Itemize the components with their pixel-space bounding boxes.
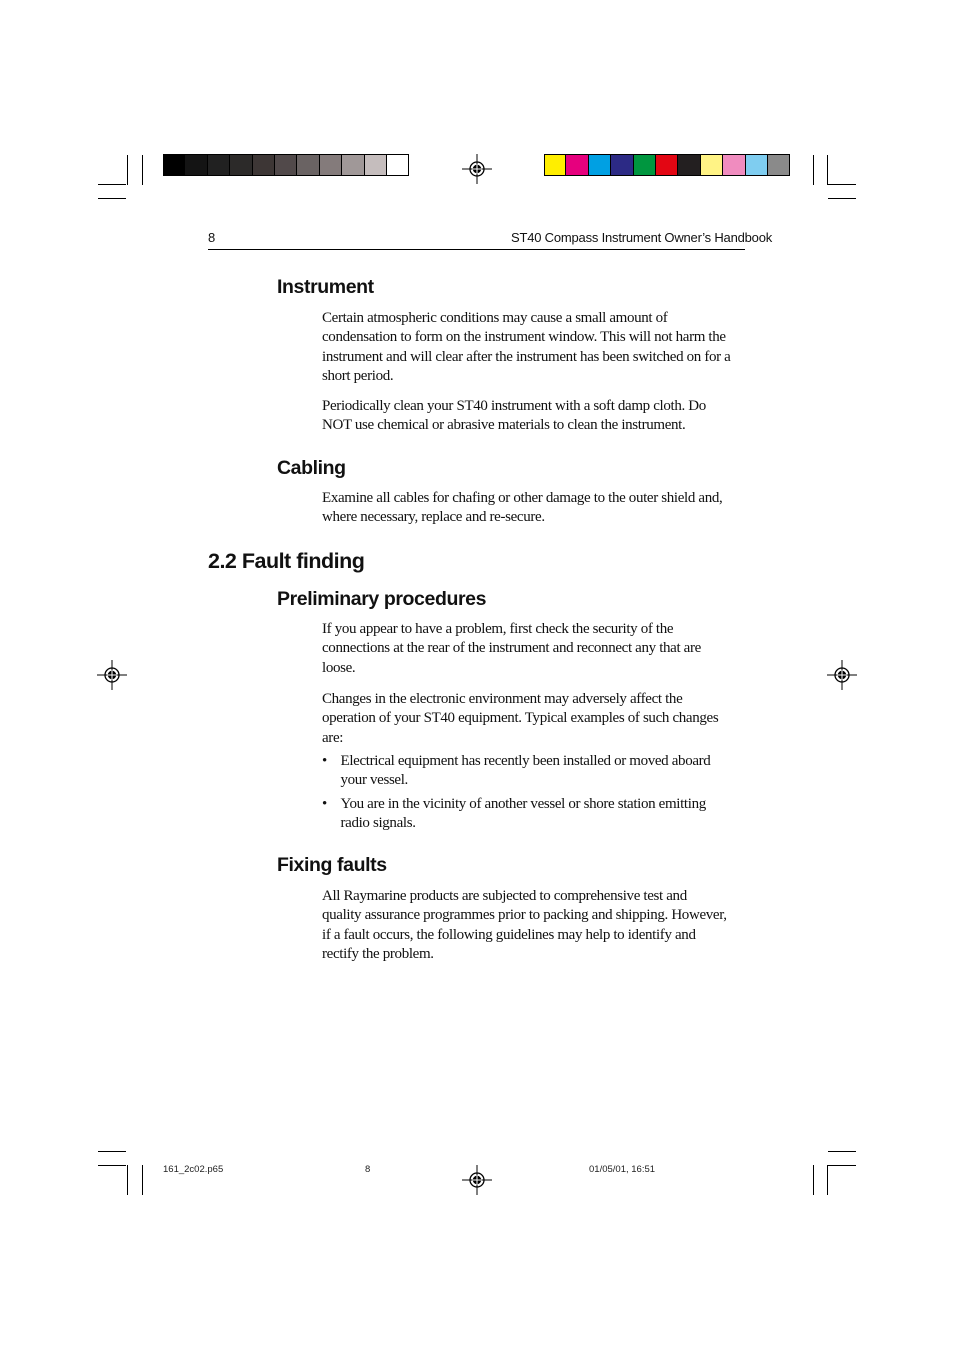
color-swatch <box>387 154 409 176</box>
slug-datetime: 01/05/01, 16:51 <box>589 1164 656 1175</box>
grayscale-color-bar <box>163 154 409 176</box>
color-swatch <box>656 154 678 176</box>
crop-mark <box>98 1151 126 1152</box>
crop-mark <box>98 184 126 185</box>
bullet-icon: • <box>322 796 327 812</box>
paragraph: Certain atmospheric conditions may cause a small amount of condensation to form on the instrument window. This will not harm the instrument and will clear after the instrument has been switched on for a short period. <box>322 310 731 384</box>
registration-mark-icon <box>827 660 857 690</box>
crop-mark <box>142 155 143 185</box>
running-title: ST40 Compass Instrument Owner’s Handbook <box>511 230 773 245</box>
crop-mark <box>142 1165 143 1195</box>
crop-mark <box>828 1165 856 1166</box>
crop-mark <box>828 1151 856 1152</box>
slug-filename: 161_2c02.p65 <box>163 1164 224 1175</box>
crop-mark <box>98 198 126 199</box>
color-swatch <box>589 154 611 176</box>
color-swatch <box>746 154 768 176</box>
paragraph: Examine all cables for chafing or other damage to the outer shield and, where necessary, replace and re-secure. <box>322 490 723 526</box>
bullet-icon: • <box>322 753 327 769</box>
color-swatch <box>701 154 723 176</box>
heading-fixing-faults: Fixing faults <box>277 854 387 876</box>
color-swatch <box>230 154 252 176</box>
color-swatch <box>365 154 387 176</box>
heading-fault-finding: 2.2 Fault finding <box>208 549 365 573</box>
heading-cabling: Cabling <box>277 457 346 479</box>
paragraph: All Raymarine products are subjected to comprehensive test and quality assurance programmes prior to packing and shipping. However, if a fault occurs, the following guidelines may help to identify and rectify the problem. <box>322 888 727 962</box>
color-swatch <box>163 154 185 176</box>
paragraph: If you appear to have a problem, first check the security of the connections at the rear of the instrument and reconnect any that are loose. <box>322 621 701 676</box>
crop-mark <box>98 1165 126 1166</box>
paragraph: Changes in the electronic environment may adversely affect the operation of your ST40 equipment. Typical examples of such changes are: <box>322 691 719 746</box>
crop-mark <box>827 1165 828 1195</box>
color-swatch <box>320 154 342 176</box>
heading-instrument: Instrument <box>277 276 374 298</box>
color-swatch <box>253 154 275 176</box>
page-number: 8 <box>208 230 216 245</box>
registration-mark-icon <box>462 1165 492 1195</box>
color-swatch <box>566 154 588 176</box>
registration-mark-icon <box>462 154 492 184</box>
color-swatch <box>611 154 633 176</box>
color-swatch <box>544 154 566 176</box>
crop-mark <box>813 155 814 185</box>
crop-mark <box>813 1165 814 1195</box>
color-swatch <box>275 154 297 176</box>
crop-mark <box>828 198 856 199</box>
header-rule <box>208 249 745 250</box>
crop-mark <box>827 155 828 185</box>
color-swatch <box>185 154 207 176</box>
color-swatch <box>723 154 745 176</box>
crop-mark <box>127 1165 128 1195</box>
paragraph: Periodically clean your ST40 instrument with a soft damp cloth. Do NOT use chemical or abrasive materials to clean the instrument. <box>322 398 706 434</box>
color-swatch <box>678 154 700 176</box>
heading-preliminary-procedures: Preliminary procedures <box>277 588 487 610</box>
color-swatch <box>208 154 230 176</box>
slug-page: 8 <box>365 1164 371 1175</box>
color-swatch <box>768 154 790 176</box>
registration-mark-icon <box>97 660 127 690</box>
color-swatch <box>297 154 319 176</box>
process-color-bar <box>544 154 790 176</box>
crop-mark <box>828 184 856 185</box>
color-swatch <box>342 154 364 176</box>
crop-mark <box>127 155 128 185</box>
color-swatch <box>634 154 656 176</box>
